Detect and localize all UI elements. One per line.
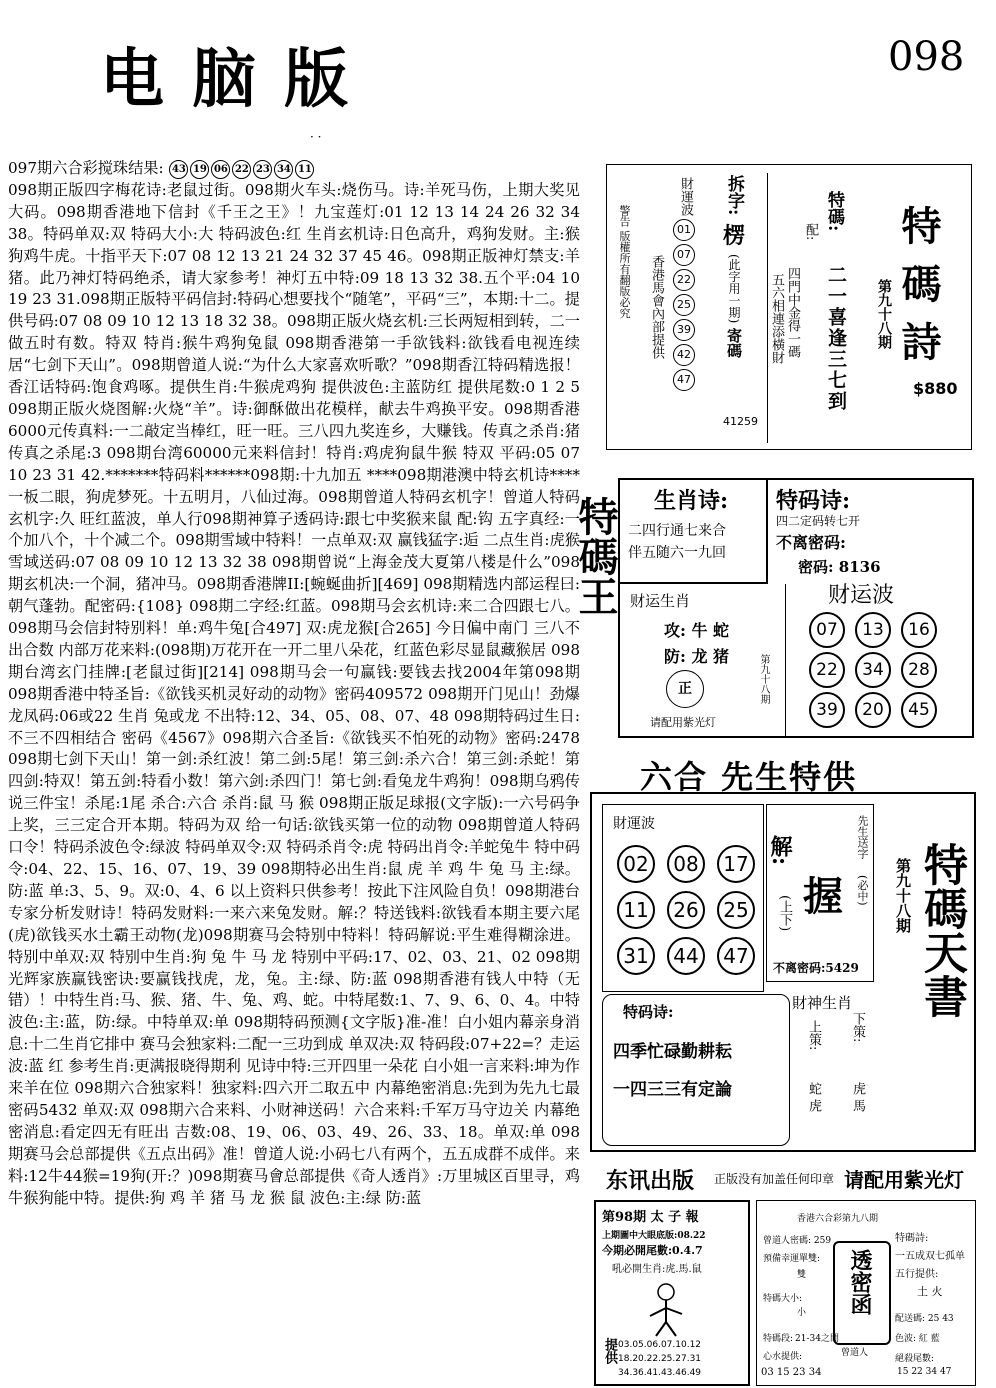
taizi-line-2: 今期必開尾數:0.4.7 <box>602 1244 703 1257</box>
mima-b4: 土 火 <box>917 1285 943 1298</box>
taizi-nums-1: 03.05.06.07.10.12 <box>618 1340 702 1350</box>
mima-b1: 特碼詩: <box>895 1233 929 1244</box>
mima-a5: 小 <box>797 1308 807 1318</box>
mima-a4: 特碼大小: <box>763 1294 803 1304</box>
taizi-title: 第98期 太 子 報 <box>602 1210 699 1225</box>
warning-copyright: 版權所有翻版必究 <box>618 230 631 319</box>
wave-ball: 16 <box>901 612 937 648</box>
side-tema-king: 特碼王 <box>572 496 619 616</box>
mima-b6: 色波: 紅 藍 <box>895 1334 940 1344</box>
lhx-bz: (必中) <box>856 875 869 906</box>
results-label: 097期六合彩搅珠结果: <box>8 159 164 177</box>
taizi-line-3: 吼必開生肖:虎.馬.鼠 <box>612 1264 702 1275</box>
footer-publisher: 东讯出版 <box>606 1168 695 1194</box>
footer-light: 请配用紫光灯 <box>844 1168 964 1192</box>
lhx-wave-label: 財運波 <box>613 816 655 832</box>
lhx-issue: 第九十八期 <box>894 858 912 933</box>
mima-b3: 五行提供: <box>895 1269 939 1280</box>
lhx-ball: 17 <box>717 845 755 883</box>
wave-ball: 22 <box>809 652 845 688</box>
hk-provider: 香港馬會內部提供 <box>649 255 664 359</box>
lhx-up: 上策: <box>806 1020 821 1051</box>
wave-ball: 20 <box>855 692 891 728</box>
sx-title: 生肖诗: <box>654 488 729 514</box>
lhx-wave-box <box>602 804 764 992</box>
result-ball: 22 <box>232 160 251 179</box>
wave-ball: 07 <box>809 612 845 648</box>
lhx-big-title: 特碼天書 <box>916 842 967 1018</box>
lhx-box <box>590 792 976 1152</box>
main-text-column <box>8 158 580 1210</box>
wave-ball: 45 <box>901 692 937 728</box>
tm-line-1: 四二定码转七开 <box>776 514 861 528</box>
cy-issue: 第九十八期 <box>758 654 769 704</box>
taizi-box <box>594 1200 750 1386</box>
cy-gong: 攻: 牛 蛇 <box>664 621 730 640</box>
chaizi-label: 拆字: <box>724 175 744 216</box>
wave-title: 财运波 <box>824 578 898 609</box>
mima-a7: 21-34之間 <box>795 1334 839 1344</box>
wave-ball: 22 <box>673 269 695 291</box>
lhx-code: 不离密码:5429 <box>773 961 859 975</box>
footer-bar <box>600 1164 976 1194</box>
lhx-jie-box <box>766 804 874 982</box>
wave-ball: 42 <box>673 344 695 366</box>
poem-price: $880 <box>913 379 958 398</box>
mima-b2: 一五成双七孤单 <box>895 1251 965 1262</box>
warning-seal: 警告 <box>618 205 631 227</box>
tm-poem <box>768 480 972 584</box>
result-ball: 11 <box>295 160 314 179</box>
lhx-ball: 31 <box>617 937 655 975</box>
chaizi-column <box>717 175 751 358</box>
mima-b7: 絕殺尾數: <box>895 1354 935 1364</box>
page-title: 电脑版 <box>100 42 376 117</box>
footer-note: 正版没有加盖任何印章 <box>714 1172 835 1186</box>
wave-ball: 39 <box>673 319 695 341</box>
sx-line-1: 二四行通七来合 <box>628 523 726 539</box>
lhx-shangxia: (上下) <box>777 895 792 932</box>
sx-poem <box>620 480 768 584</box>
lhx-tm-line-2: 一四三三有定論 <box>613 1080 732 1100</box>
lhx-char: 握 <box>803 873 843 920</box>
tema-poem-box <box>606 164 972 450</box>
wave-ball: 01 <box>673 219 695 241</box>
lhx-wave-grid <box>611 841 761 979</box>
sx-line-2: 伴五随六一九回 <box>628 545 726 561</box>
cy-title: 财运生肖 <box>630 592 691 610</box>
chaizi-note: (此字用一期) <box>727 254 741 324</box>
wave-ball: 39 <box>809 692 845 728</box>
wave-column <box>673 177 697 394</box>
lhx-ball: 11 <box>617 891 655 929</box>
wave-ball: 07 <box>673 244 695 266</box>
mima-title: 香港六合彩第九八期 <box>797 1214 879 1224</box>
chaizi-send: 寄碼 <box>725 327 743 358</box>
poem-issue: 第九十八期 <box>876 279 892 349</box>
cy-section <box>620 584 786 736</box>
forecast-paragraph: 098期正版四字梅花诗:老鼠过街。098期火车头:烧伤马。诗:羊死马伤，上期大奖见大码。098期香港地下信封《千王之王》！九宝莲灯:01 12 13 14 24 26 32 34 38。特码单双:双 特码大小:大 特码波色:红 生肖玄机诗:日色高升，鸡狗发财。主:猴狗鸡牛虎。十指平天下:07 08 12 13 21 24 32 37 45 46。098期正版神灯禁支:羊猪。此乃神灯特码绝杀，请大家参考！神灯五中特:09 18 13 32 38.五个平:04 10 19 23 31.098期正版特平码信封:特码心想要找个“随笔”，平码“三”，本期:十二。提供号码:07 08 09 10 12 13 18 32 38。098期正版火烧玄机:三长两短相到转，二一做五时有数。特双 特肖:猴牛鸡狗兔鼠 098期香港第一手欲钱料:欲钱看电视连续居“七剑下天山”。098期曾道人说:“为什么大家喜欢听歌？”098期香江特码精选报！香江话特码:饱食鸡啄。提供生肖:牛猴虎鸡狗 提供波色:主蓝防红 提供尾数:0 1 2 5 098期正版火烧图解:火烧“羊”。诗:御酥做出花模样，献去牛鸡换平安。098期香港6000元传真料:一二敲定当棒红，旺一旺。三八四九奖连乡，大赚钱。传真之杀肖:猪 传真之杀尾:3 098期台湾60000元来料信封！特肖:鸡虎狗鼠牛猴 特双 平码:05 07 10 23 31 42.*******特码料******098期:十九加五 ****098期港澳中特玄机诗****一板二眼，狗虎梦死。十五明月，八仙过海。098期曾道人特码玄机字！曾道人特码玄机字:久 旺红蓝波，单人行098期神算子透码诗:跟七中奖猴来鼠 配:钩 五字真经:一个加八个，十个减二个。098期雪域中特料！一点单双:双 赢钱猛字:逅 二点生肖:虎猴 雪域送码:07 08 09 10 12 13 32 38 098期曾说“上海金茂大夏第八楼是什么”098期玄机决:一个洞，猪冲马。098期香港牌II:[蜿蜒曲折][469] 098期精选内部运程曰:朝气蓬勃。配密码:{108} 098期二字经:红蓝。098期马会玄机诗:来二合四跟七八。098期马会信封特别料！单:鸡牛兔[合497] 双:虎龙猴[合265] 今日偏中南门 三八不出合数 内部万花来料:(098期)万花开在一开二里八朵花，红蓝色彩尽显鼠藏猴居 098期台湾玄门挂牌:[老鼠过街][214] 098期马会一句赢钱:要钱去找2004年第098期 098期香港中特圣旨:《欲钱买机灵好动的动物》密码409572 098期开门见山！劲爆龙凤码:06或22 生肖 兔或龙 不出特:12、34、05、08、07、48 098期特码过生日:不三不四相结合 密码《4567》098期六合圣旨:《欲钱买不怕死的动物》密码:2478 098期七剑下天山！第一剑:杀红波！第二剑:5尾！第三剑:杀六合！第三剑:杀蛇！第四剑:特双！第五剑:特看小数！第六剑:杀四门！第七剑:看兔龙牛鸡狗！098期乌鸦传说三件宝！杀尾:1尾 杀合:六合 杀肖:鼠 马 猴 098期正版足球报(文字版):一六号码争上奖，三三定合开本期。特码为双 给一句话:欲钱买第一位的动物 098期曾道人特码口令！特码杀波色令:绿波 特码单双令:双 特码杀肖令:虎 特码出肖令:羊蛇兔牛 特中码令:04、22、15、16、07、19、39 098期特必出生肖:鼠 虎 羊 鸡 牛 兔 马 主:绿。防:蓝 单:3、5、9。双:0、4、6 以上资料只供参考！按此下注风险自负！098期港台专家分析发财诗！特码发财料:一来六来兔发财。解:？特送钱料:欲钱看本期主要六尾(虎)欲钱买水土霸王动物(龙)098期赛马会特别中特料！特码解说:平生难得糊涂进。特别中单双:双 特别中生肖:狗 兔 牛 马 龙 特别中平码:17、02、03、21、02 098期光辉家族赢钱密诀:要赢钱找虎，龙，兔。主:绿、防:蓝 098期香港有钱人中特（无错）！中特生肖:马、猴、猪、牛、兔、鸡、蛇。中特尾数:1、7、9、6、0、4。中特波色:主:蓝，防:绿。中特单双:单 098期特码预测{文字版}准-准！白小姐内幕亲身消息:十二生肖它排中 赛马会独家料:二配一三功到成 单双决:双 特码段:07+22=？走运波:蓝 红 参考生肖:更满报晓得期利 见诗中特:三开四里一朵花 白小姐一言来料:坤为作来羊在位 098期六合独家料！独家料:四六开二取五中 内幕绝密消息:先到为先九七最 密码5432 单双:双 098期六合来料、小财神送码！六合来料:千军万马守边关 内幕绝密消息:看定四无有旺出 吉数:08、19、06、03、49、26、33、18。单双:单 098期赛马会总部提供《五点出码》准！曾道人说:小码七八有两个，五五成群不成伴。来料:12牛44猴=19狗(开:？)098期赛马會总部提供《奇人透肖》:万里城区百里寻，鸡牛猴狗能中特。提供:狗 鸡 羊 猪 马 龙 猴 鼠 波色:主:绿 防:蓝 <box>8 180 580 1207</box>
wave-ball: 28 <box>901 652 937 688</box>
taizi-nums-2: 18.20.22.25.27.31 <box>618 1354 702 1364</box>
lhx-up-values: 蛇 虎 <box>806 1082 821 1113</box>
wave-ball: 34 <box>855 652 891 688</box>
result-ball: 34 <box>274 160 293 179</box>
warning-text <box>615 205 633 319</box>
wave-ball: 47 <box>673 369 695 391</box>
mima-b5: 配送碼: 25 43 <box>895 1314 954 1324</box>
tm-line-2: 不离密码: <box>776 533 846 552</box>
lhx-ball: 44 <box>667 937 705 975</box>
mima-seal-sub: 曾道人 <box>841 1348 869 1358</box>
header-dots: · · <box>310 130 322 144</box>
mima-a9: 03 15 23 34 <box>761 1367 822 1378</box>
wave-section <box>786 584 974 736</box>
lhx-ball: 47 <box>717 937 755 975</box>
cy-fang: 防: 龙 猪 <box>664 647 730 666</box>
wave-ball: 13 <box>855 612 891 648</box>
chaizi-char: 楞 <box>722 223 745 250</box>
mima-seal <box>833 1241 891 1345</box>
mima-seal-text: 透密函 <box>847 1249 873 1315</box>
wave-ball: 25 <box>673 294 695 316</box>
tm-line-3: 密码: 8136 <box>798 558 881 576</box>
mima-a3: 雙 <box>797 1270 807 1280</box>
mima-a6: 特碼段: <box>763 1334 794 1344</box>
lhx-tm-line-1: 四季忙碌勤耕耘 <box>613 1042 732 1062</box>
lhx-xs: 先生送字 <box>856 815 869 859</box>
lhx-down: 下策: <box>850 1012 865 1043</box>
lhx-cs-box <box>792 986 872 1140</box>
result-ball: 43 <box>169 160 188 179</box>
wave-grid <box>804 610 964 730</box>
mid-box <box>618 478 974 738</box>
mima-a8: 心水提供: <box>763 1352 803 1362</box>
result-ball: 19 <box>190 160 209 179</box>
lhx-ball: 08 <box>667 845 705 883</box>
poem-line-3: 五六相連添橫財 <box>769 273 784 364</box>
pei-label: 配: <box>803 223 818 241</box>
light-note: 请配用紫光灯 <box>650 716 716 729</box>
lhx-down-values: 虎 馬 <box>850 1082 865 1113</box>
tema-label: 特碼: <box>824 191 844 232</box>
taizi-illustration <box>636 1278 706 1338</box>
mima-b8: 15 22 34 47 <box>897 1367 952 1377</box>
mima-a1: 曾道人密碼: 259 <box>763 1236 832 1246</box>
taizi-nums-3: 34.36.41.43.46.49 <box>618 1368 702 1378</box>
code-number: 41259 <box>723 415 758 428</box>
lhx-tm-title: 特码诗: <box>623 1003 674 1021</box>
result-ball: 23 <box>253 160 272 179</box>
lhx-tm-box <box>602 994 790 1146</box>
mima-a2: 預備幸運單雙: <box>763 1254 821 1264</box>
results-line <box>8 158 580 180</box>
tm-title: 特码诗: <box>776 488 851 514</box>
result-ball: 06 <box>211 160 230 179</box>
poem-line-2: 四門中金得一碼 <box>785 267 800 358</box>
taizi-provide: 提供 <box>602 1338 617 1364</box>
taizi-line-1: 上期圖中大眼底版:08.22 <box>602 1231 706 1241</box>
stamp-seal: 正 <box>666 670 704 708</box>
lhx-ball: 26 <box>667 891 705 929</box>
lhx-banner: 六合 先生特供 <box>640 758 858 796</box>
lhx-cs-title: 財神生肖 <box>792 994 853 1012</box>
lhx-jie: 解: <box>767 835 793 866</box>
issue-number: 098 <box>888 34 965 80</box>
lhx-ball: 25 <box>717 891 755 929</box>
lhx-ball: 02 <box>617 845 655 883</box>
poem-line-1: 二一喜逢三七到 <box>825 265 847 412</box>
wave-label: 財運波 <box>678 177 693 216</box>
poem-big-title: 特碼詩 <box>895 205 942 379</box>
mima-box <box>756 1200 976 1386</box>
